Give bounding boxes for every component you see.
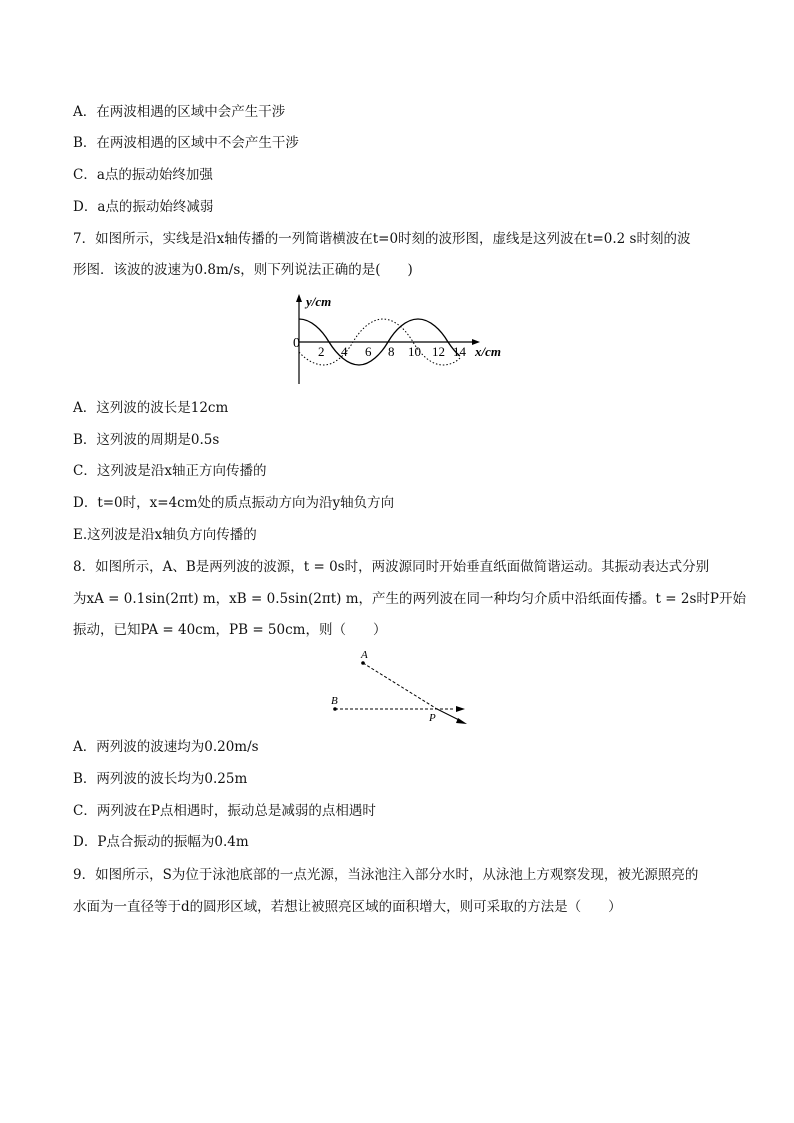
tick-label: 6 — [365, 344, 372, 359]
origin-label: 0 — [293, 336, 300, 351]
option-a: A．在两波相遇的区域中会产生干涉 — [73, 104, 286, 120]
q7-stem-line2: 形图．该波的波速为0.8m/s，则下列说法正确的是( ) — [73, 262, 413, 278]
q7-option-a: A．这列波的波长是12cm — [73, 400, 229, 416]
tick-label: 4 — [341, 344, 348, 359]
q7-wave-figure — [280, 292, 520, 388]
q9-stem-line2: 水面为一直径等于d的圆形区域，若想让被照亮区域的面积增大，则可采取的方法是（ ） — [73, 899, 622, 915]
q7-option-d: D．t=0时，x=4cm处的质点振动方向为沿y轴负方向 — [73, 495, 395, 511]
option-c: C．a点的振动始终加强 — [73, 167, 213, 183]
arrow-bp — [456, 706, 465, 712]
tick-label: 8 — [388, 344, 395, 359]
q8-option-b: B．两列波的波长均为0.25m — [73, 771, 248, 787]
q8-option-c: C．两列波在P点相遇时，振动总是减弱的点相遇时 — [73, 803, 376, 819]
tick-label: 12 — [432, 344, 445, 359]
line-ap — [363, 663, 437, 709]
tick-label: 10 — [408, 344, 421, 359]
q9-stem-line1: 9．如图所示，S为位于泳池底部的一点光源，当泳池注入部分水时，从泳池上方观察发现，被光源照亮的 — [73, 867, 699, 883]
label-a: A — [361, 649, 368, 661]
q8-source-figure — [325, 648, 475, 726]
q8-option-a: A．两列波的波速均为0.20m/s — [73, 739, 259, 755]
q8-stem-line2: 为xA = 0.1sin(2πt) m，xB = 0.5sin(2πt) m，产生的两列波在同一种均匀介质中沿纸面传播。t = 2s时P开始 — [73, 591, 746, 607]
option-b: B．在两波相遇的区域中不会产生干涉 — [73, 135, 299, 151]
y-axis-label: y/cm — [306, 294, 332, 309]
option-d: D．a点的振动始终减弱 — [73, 199, 214, 215]
q8-stem-line1: 8．如图所示，A、B是两列波的波源，t = 0s时，两波源同时开始垂直纸面做简谐运动。其振动表达式分别 — [73, 559, 710, 575]
tick-label: 2 — [318, 344, 325, 359]
q8-stem-line3: 振动，已知PA = 40cm，PB = 50cm，则（ ） — [73, 622, 387, 638]
q7-option-c: C．这列波是沿x轴正方向传播的 — [73, 463, 267, 479]
label-b: B — [331, 695, 338, 707]
q8-option-d: D．P点合振动的振幅为0.4m — [73, 834, 249, 850]
y-axis-arrow — [296, 294, 302, 302]
x-axis-label: x/cm — [475, 344, 501, 359]
label-p: P — [429, 712, 436, 724]
q7-stem-line1: 7．如图所示，实线是沿x轴传播的一列简谐横波在t=0时刻的波形图，虚线是这列波在t=0.2 s时刻的波 — [73, 231, 691, 247]
q7-option-e: E.这列波是沿x轴负方向传播的 — [73, 527, 257, 543]
arrow-ap — [456, 718, 467, 724]
tick-label: 14 — [453, 344, 466, 359]
q7-option-b: B．这列波的周期是0.5s — [73, 432, 220, 448]
